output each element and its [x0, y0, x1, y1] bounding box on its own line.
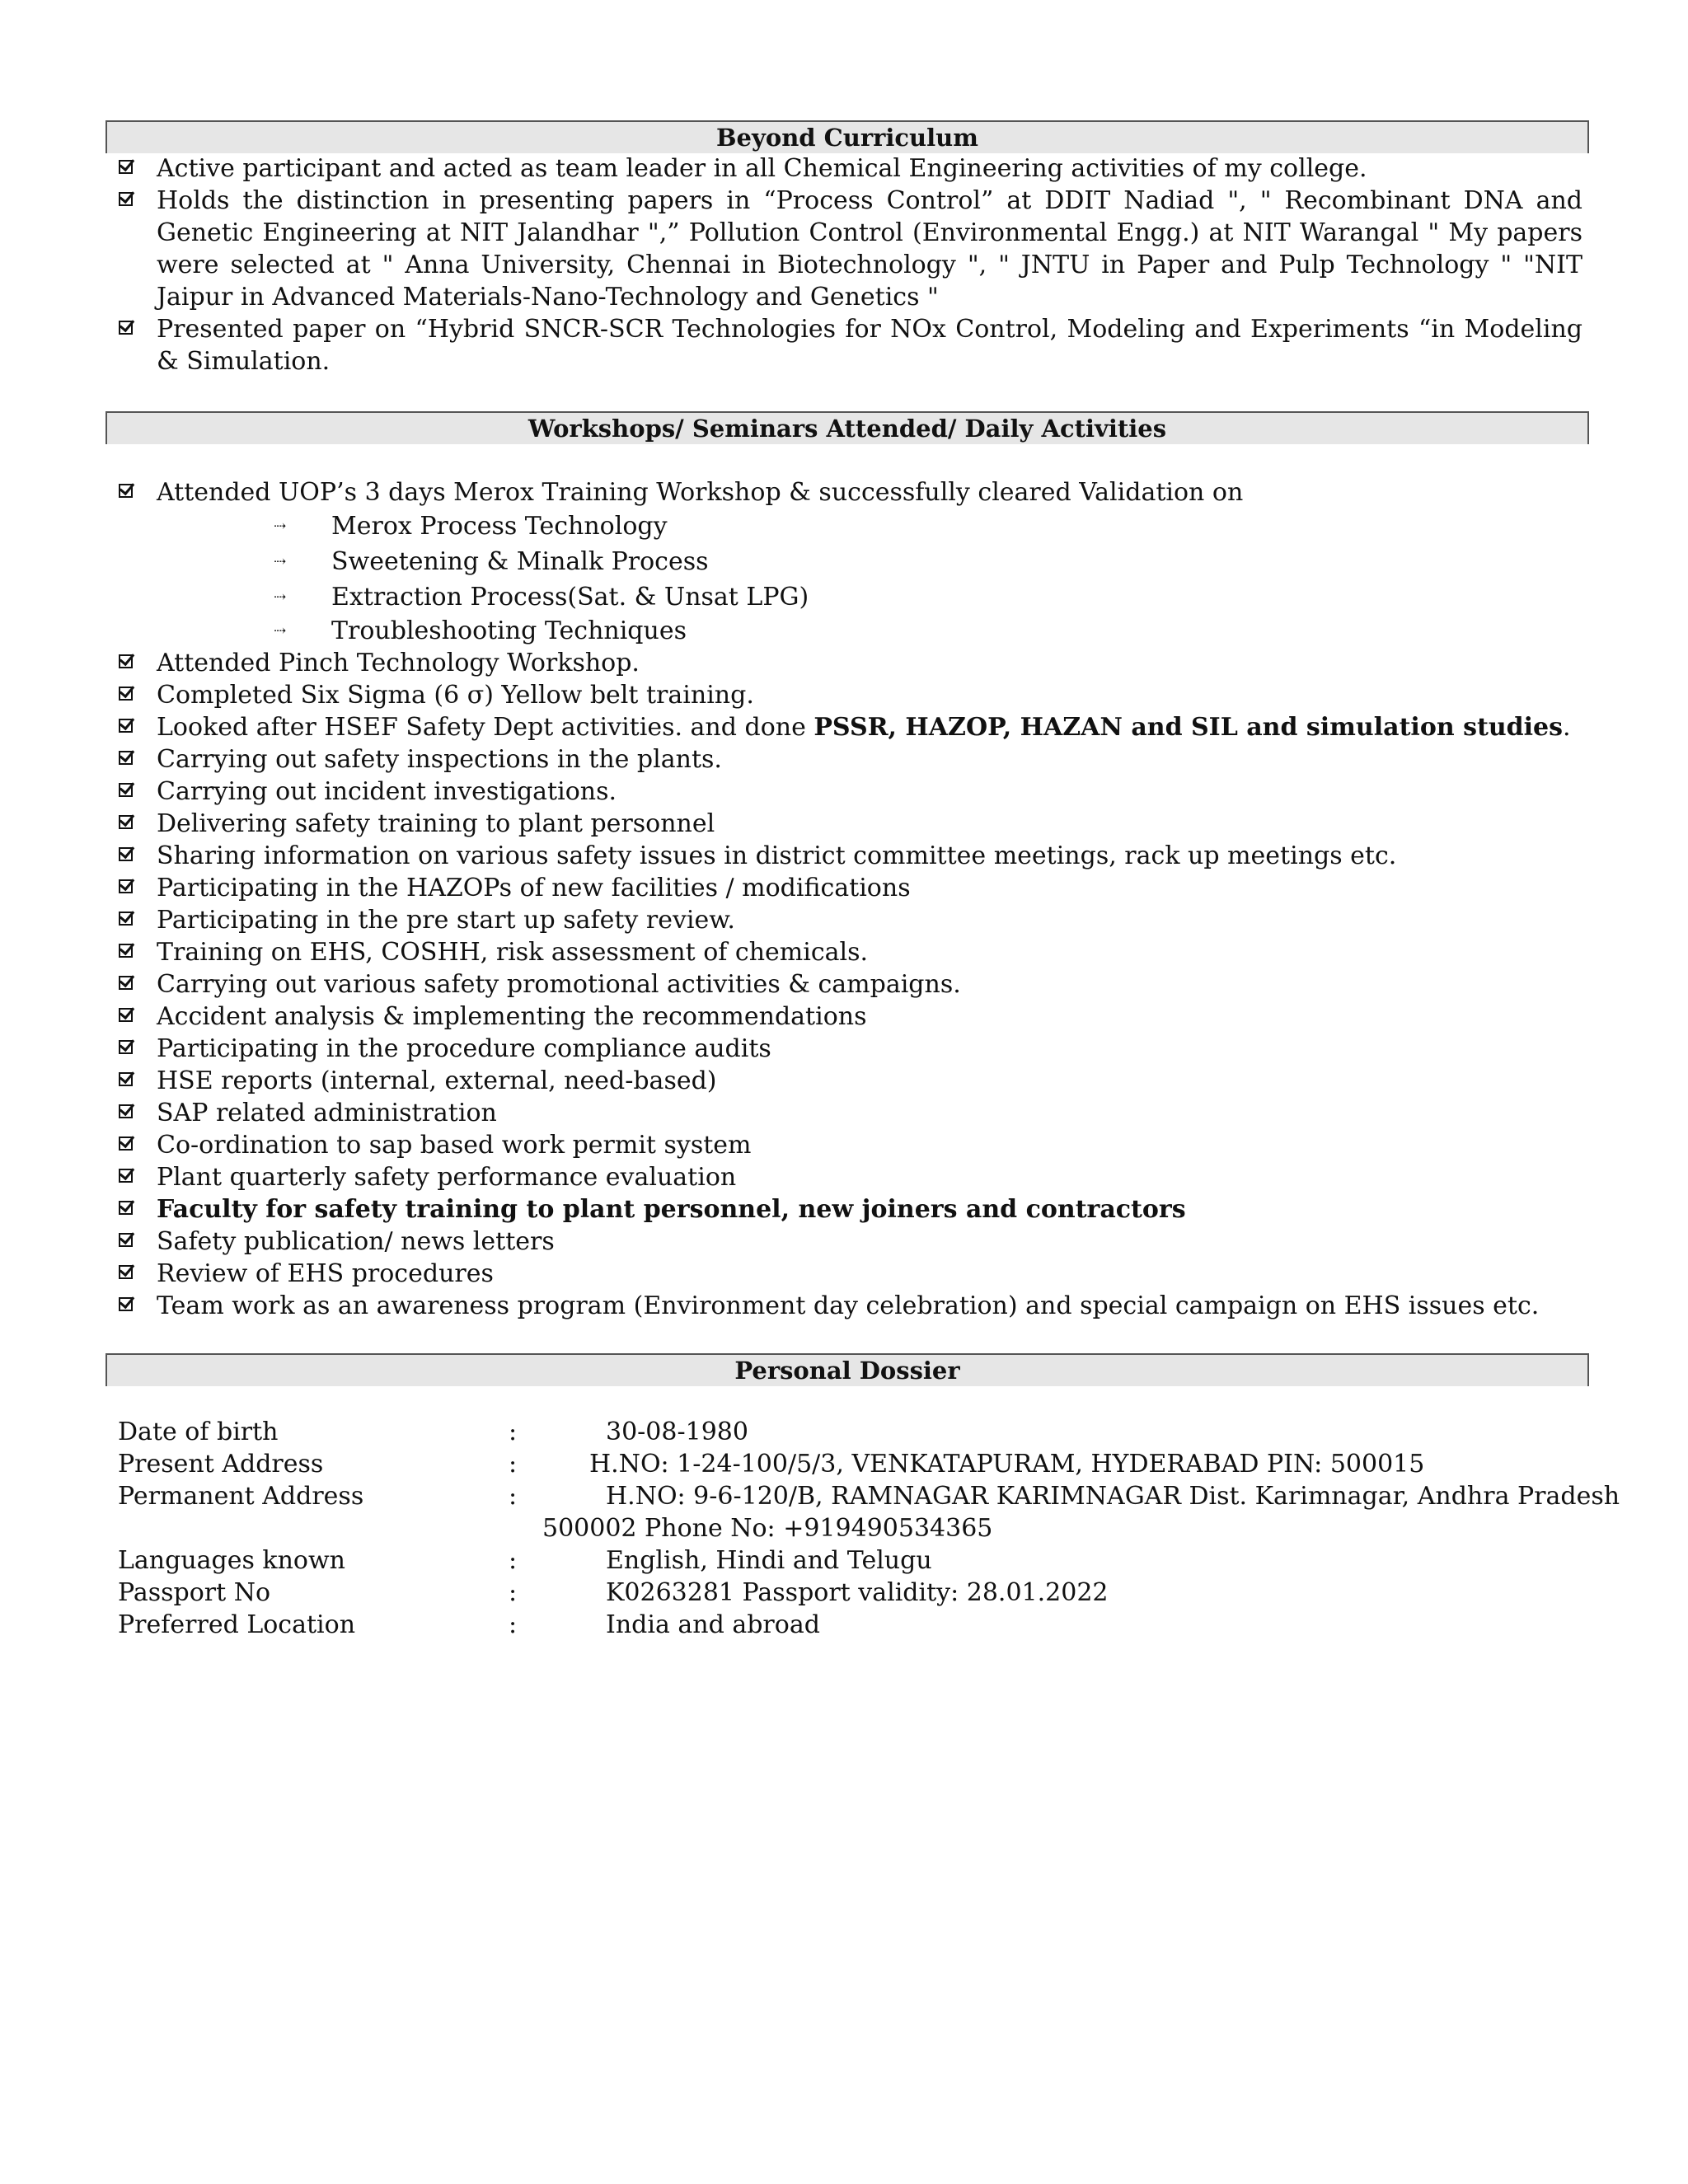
checkbox-icon [119, 976, 133, 990]
checkbox-icon [119, 654, 133, 668]
list-item: Holds the distinction in presenting papers in “Process Control” at DDIT Nadiad ", " Recombinant DNA and Genetic Engineering at NIT Jalandhar ",” Pollution Control (Environmental Engg.) at NIT Warangal " My papers were selected at " Anna University, Chennai in Biotechnology ", " JNTU in Paper and Pulp Technology " "NIT Jaipur in Advanced Materials-Nano-Technology and Genetics " [115, 185, 1582, 313]
list-item: Review of EHS procedures [115, 1258, 1582, 1290]
dossier-row-passport: Passport No : K0263281 Passport validity: 28.01.2022 [118, 1578, 1109, 1607]
beyond-curriculum-list [115, 152, 1582, 377]
sub-list-item: ⇢ Sweetening & Minalk Process [115, 544, 1582, 579]
list-item: Carrying out safety inspections in the plants. [115, 743, 1582, 776]
list-item: Accident analysis & implementing the recommendations [115, 1001, 1582, 1033]
list-item: Safety publication/ news letters [115, 1226, 1582, 1258]
checkbox-icon [119, 847, 133, 861]
checkbox-icon [119, 1233, 133, 1247]
list-item: Participating in the HAZOPs of new facilities / modifications [115, 872, 1582, 904]
list-item: Looked after HSEF Safety Dept activities. and done PSSR, HAZOP, HAZAN and SIL and simulation studies. [115, 711, 1582, 743]
dossier-row-permanent-address: Permanent Address : H.NO: 9-6-120/B, RAMNAGAR KARIMNAGAR Dist. Karimnagar, Andhra Pradesh 500002 Phone No: +919490534365 [118, 1482, 1620, 1543]
checkbox-icon [119, 783, 133, 797]
sub-list-item: ⇢ Troubleshooting Techniques [274, 616, 687, 645]
list-item: Participating in the pre start up safety review. [115, 904, 1582, 936]
list-item: Delivering safety training to plant personnel [115, 808, 1582, 840]
list-item: Active participant and acted as team leader in all Chemical Engineering activities of my college. [115, 152, 1582, 185]
list-item: Attended UOP’s 3 days Merox Training Workshop & successfully cleared Validation on [115, 476, 1582, 509]
checkbox-icon [119, 1137, 133, 1151]
checkbox-icon [119, 687, 133, 701]
checkbox-icon [119, 160, 133, 174]
workshops-list [115, 476, 1582, 1322]
list-item: Participating in the procedure compliance audits [115, 1033, 1582, 1065]
workshops-header: Workshops/ Seminars Attended/ Daily Activities [106, 411, 1589, 444]
checkbox-icon [119, 912, 133, 926]
dossier-row-dob: Date of birth : 30-08-1980 [118, 1418, 748, 1446]
list-item: HSE reports (internal, external, need-based) [115, 1065, 1582, 1097]
checkbox-icon [119, 192, 133, 206]
arrow-icon: ⇢ [274, 553, 287, 570]
checkbox-icon [119, 1008, 133, 1022]
list-item: Training on EHS, COSHH, risk assessment of chemicals. [115, 936, 1582, 968]
list-item: Attended Pinch Technology Workshop. [115, 647, 1582, 679]
checkbox-icon [119, 815, 133, 829]
checkbox-icon [119, 1072, 133, 1086]
checkbox-icon [119, 1104, 133, 1118]
list-item: Faculty for safety training to plant personnel, new joiners and contractors [115, 1193, 1582, 1226]
checkbox-icon [119, 1297, 133, 1311]
list-item: Completed Six Sigma (6 σ) Yellow belt training. [115, 679, 1582, 711]
checkbox-icon [119, 1265, 133, 1279]
checkbox-icon [119, 1169, 133, 1183]
dossier-row-present-address: Present Address : H.NO: 1-24-100/5/3, VENKATAPURAM, HYDERABAD PIN: 500015 [118, 1450, 1425, 1479]
list-item: Carrying out incident investigations. [115, 776, 1582, 808]
list-item: Co-ordination to sap based work permit system [115, 1129, 1582, 1161]
dossier-row-preferred-location: Preferred Location : India and abroad [118, 1610, 820, 1639]
sub-list-item: ⇢ Merox Process Technology [115, 509, 1582, 544]
arrow-icon: ⇢ [274, 622, 287, 640]
checkbox-icon [119, 751, 133, 765]
list-item: Sharing information on various safety issues in district committee meetings, rack up meetings etc. [115, 840, 1582, 872]
checkbox-icon [119, 944, 133, 958]
checkbox-icon [119, 1040, 133, 1054]
dossier-row-languages: Languages known : English, Hindi and Telugu [118, 1546, 932, 1575]
list-item: Team work as an awareness program (Environment day celebration) and special campaign on EHS issues etc. [115, 1290, 1582, 1322]
checkbox-icon [119, 1201, 133, 1215]
arrow-icon: ⇢ [274, 518, 287, 535]
list-item: SAP related administration [115, 1097, 1582, 1129]
arrow-icon: ⇢ [274, 588, 287, 606]
checkbox-icon [119, 879, 133, 893]
checkbox-icon [119, 719, 133, 733]
personal-dossier-header: Personal Dossier [106, 1353, 1589, 1386]
personal-dossier-table [118, 1416, 1620, 1641]
beyond-curriculum-header: Beyond Curriculum [106, 120, 1589, 153]
sub-list-item: ⇢ Extraction Process(Sat. & Unsat LPG) [115, 579, 1582, 615]
list-item: Plant quarterly safety performance evaluation [115, 1161, 1582, 1193]
list-item: Presented paper on “Hybrid SNCR-SCR Technologies for NOx Control, Modeling and Experiments “in Modeling & Simulation. [115, 313, 1582, 377]
checkbox-icon [119, 321, 133, 335]
list-item: Carrying out various safety promotional activities & campaigns. [115, 968, 1582, 1001]
checkbox-icon [119, 484, 133, 498]
